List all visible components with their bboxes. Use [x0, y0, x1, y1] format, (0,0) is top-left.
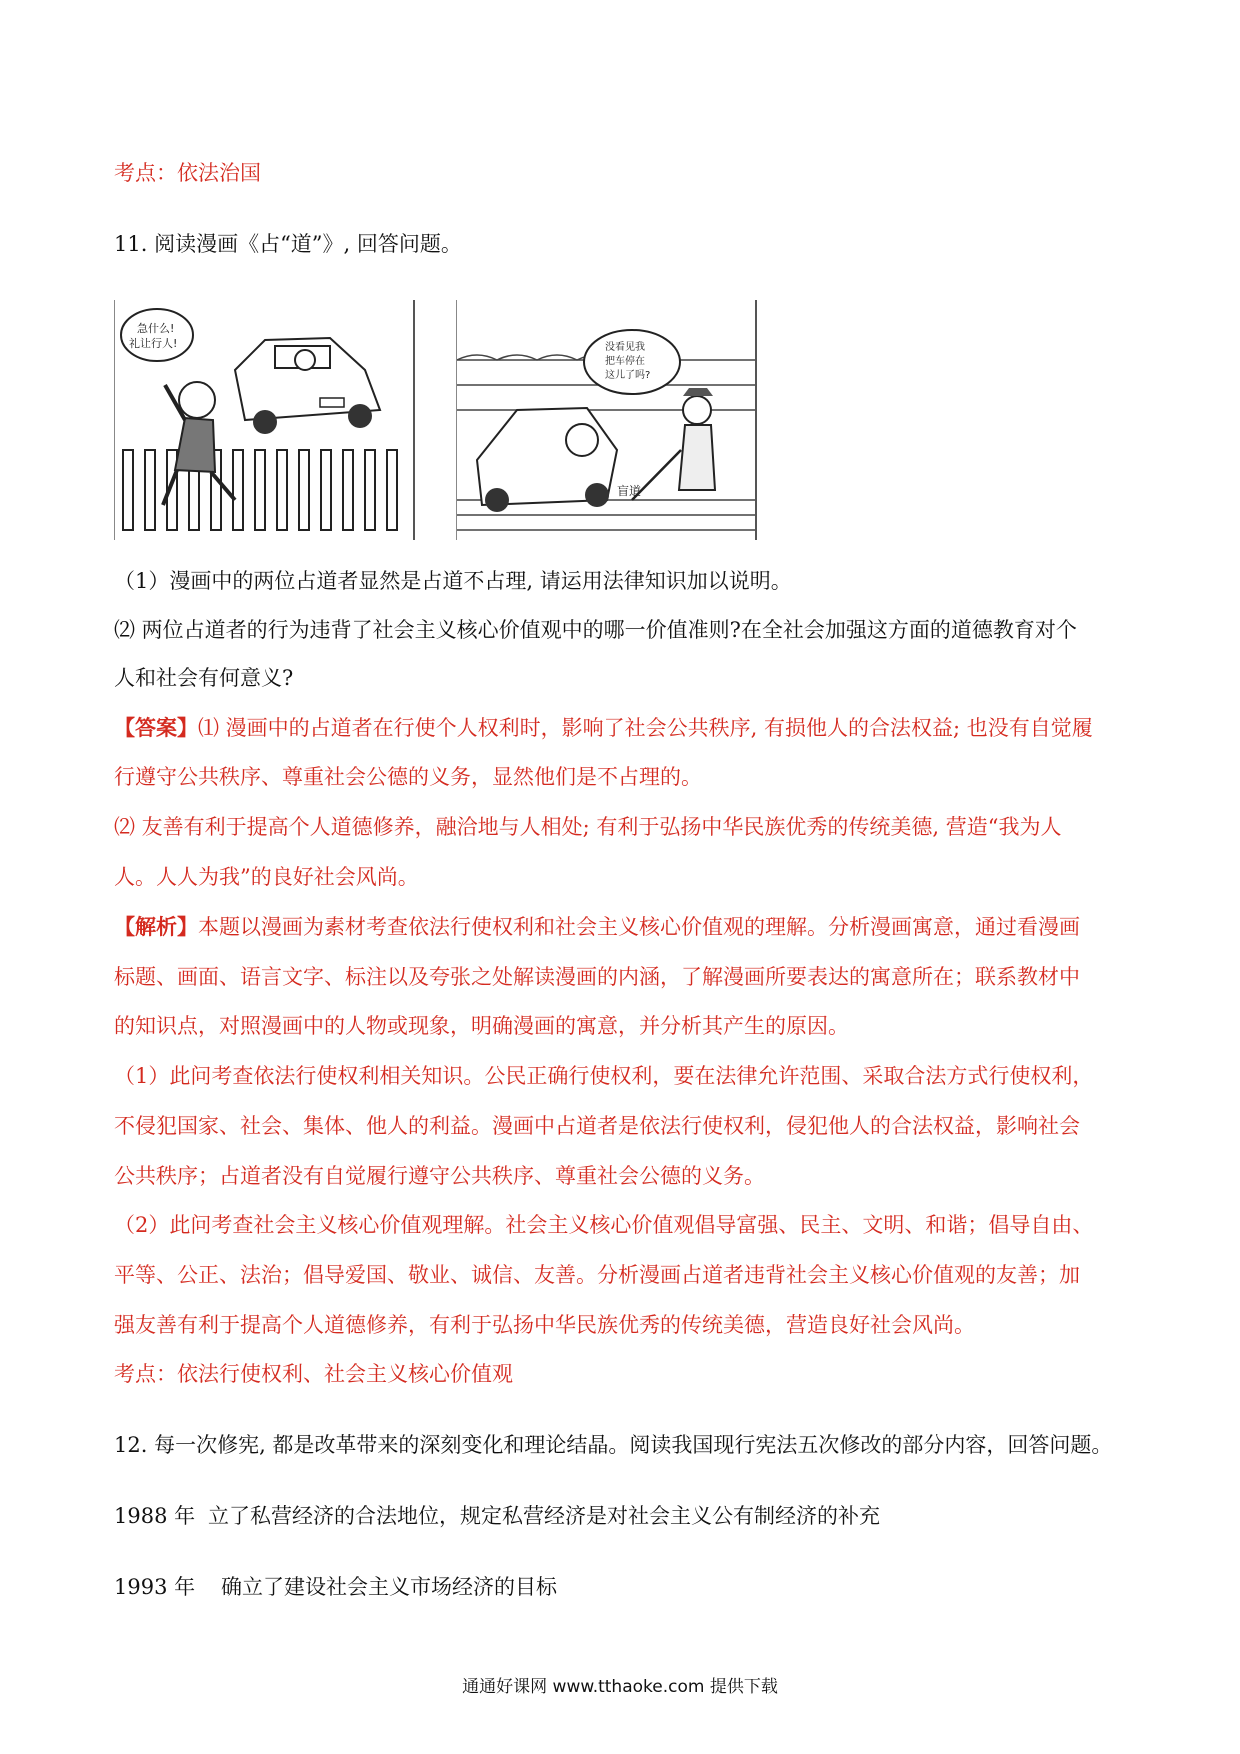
question-11-part-1: （1）漫画中的两位占道者显然是占道不占理, 请运用法律知识加以说明。 — [114, 569, 792, 593]
analysis-text-8: 平等、公正、法治；倡导爱国、敬业、诚信、友善。分析漫画占道者违背社会主义核心价值观的友善；加 — [114, 1263, 1080, 1287]
answer-line-1 — [114, 713, 1093, 743]
analysis-line-1 — [114, 912, 1080, 942]
kaodian-rule-of-law: 考点：依法治国 — [114, 161, 261, 185]
answer-1-text-a: ⑴ 漫画中的占道者在行使个人权利时，影响了社会公共秩序, 有损他人的合法权益; 也没有自觉履 — [198, 716, 1093, 740]
analysis-text-6: 公共秩序；占道者没有自觉履行遵守公共秩序、尊重社会公德的义务。 — [114, 1164, 765, 1188]
analysis-text-7: （2）此问考查社会主义核心价值观理解。社会主义核心价值观倡导富强、民主、文明、和谐；倡导自由、 — [114, 1213, 1094, 1237]
analysis-tag: 【解析】 — [114, 914, 198, 939]
text-1988: 立了私营经济的合法地位，规定私营经济是对社会主义公有制经济的补充 — [208, 1504, 880, 1528]
analysis-text-3: 的知识点，对照漫画中的人物或现象，明确漫画的寓意，并分析其产生的原因。 — [114, 1014, 849, 1038]
comic-left-crosswalk — [114, 300, 415, 540]
item-1993 — [114, 1572, 557, 1602]
comic-right-blind-lane — [456, 300, 757, 540]
analysis-text-5: 不侵犯国家、社会、集体、他人的利益。漫画中占道者是依法行使权利，侵犯他人的合法权益，影响社会 — [114, 1114, 1080, 1138]
year-1993: 1993 年 — [114, 1575, 196, 1599]
question-11: 11. 阅读漫画《占“道”》, 回答问题。 — [114, 232, 462, 256]
right-sign-blind-lane: 盲道 — [617, 484, 642, 498]
text-1993: 确立了建设社会主义市场经济的目标 — [221, 1575, 557, 1599]
answer-tag: 【答案】 — [114, 715, 198, 740]
kaodian-rights-values: 考点：依法行使权利、社会主义核心价值观 — [114, 1362, 513, 1386]
left-bubble-line-1: 急什么! — [137, 322, 175, 335]
left-bubble-line-2: 礼让行人! — [129, 337, 178, 350]
year-1988: 1988 年 — [114, 1504, 196, 1528]
analysis-text-2: 标题、画面、语言文字、标注以及夸张之处解读漫画的内涵，了解漫画所要表达的寓意所在；联系教材中 — [114, 965, 1080, 989]
question-12: 12. 每一次修宪, 都是改革带来的深刻变化和理论结晶。阅读我国现行宪法五次修改的部分内容，回答问题。 — [114, 1433, 1113, 1457]
right-bubble-line-2: 把车停在 — [605, 356, 645, 367]
analysis-text-9: 强友善有利于提高个人道德修养，有利于弘扬中华民族优秀的传统美德，营造良好社会风尚。 — [114, 1313, 975, 1337]
question-11-part-2-line-1: ⑵ 两位占道者的行为违背了社会主义核心价值观中的哪一价值准则?在全社会加强这方面的道德教育对个 — [114, 618, 1077, 642]
footer-source: 通通好课网 www.tthaoke.com 提供下载 — [462, 1677, 778, 1697]
question-11-part-2-line-2: 人和社会有何意义? — [114, 666, 294, 690]
analysis-text-4: （1）此问考查依法行使权利相关知识。公民正确行使权利，要在法律允许范围、采取合法方式行使权利， — [114, 1064, 1094, 1088]
answer-2-text-b: 人。人人为我”的良好社会风尚。 — [114, 865, 419, 889]
analysis-text-1: 本题以漫画为素材考查依法行使权利和社会主义核心价值观的理解。分析漫画寓意，通过看漫画 — [198, 915, 1080, 939]
answer-1-text-b: 行遵守公共秩序、尊重社会公德的义务，显然他们是不占理的。 — [114, 765, 702, 789]
right-bubble-line-3: 这儿了吗? — [605, 370, 651, 381]
answer-2-text-a: ⑵ 友善有利于提高个人道德修养，融洽地与人相处; 有利于弘扬中华民族优秀的传统美德, 营造“我为人 — [114, 815, 1062, 839]
right-bubble-line-1: 没看见我 — [605, 342, 645, 353]
item-1988 — [114, 1501, 880, 1531]
